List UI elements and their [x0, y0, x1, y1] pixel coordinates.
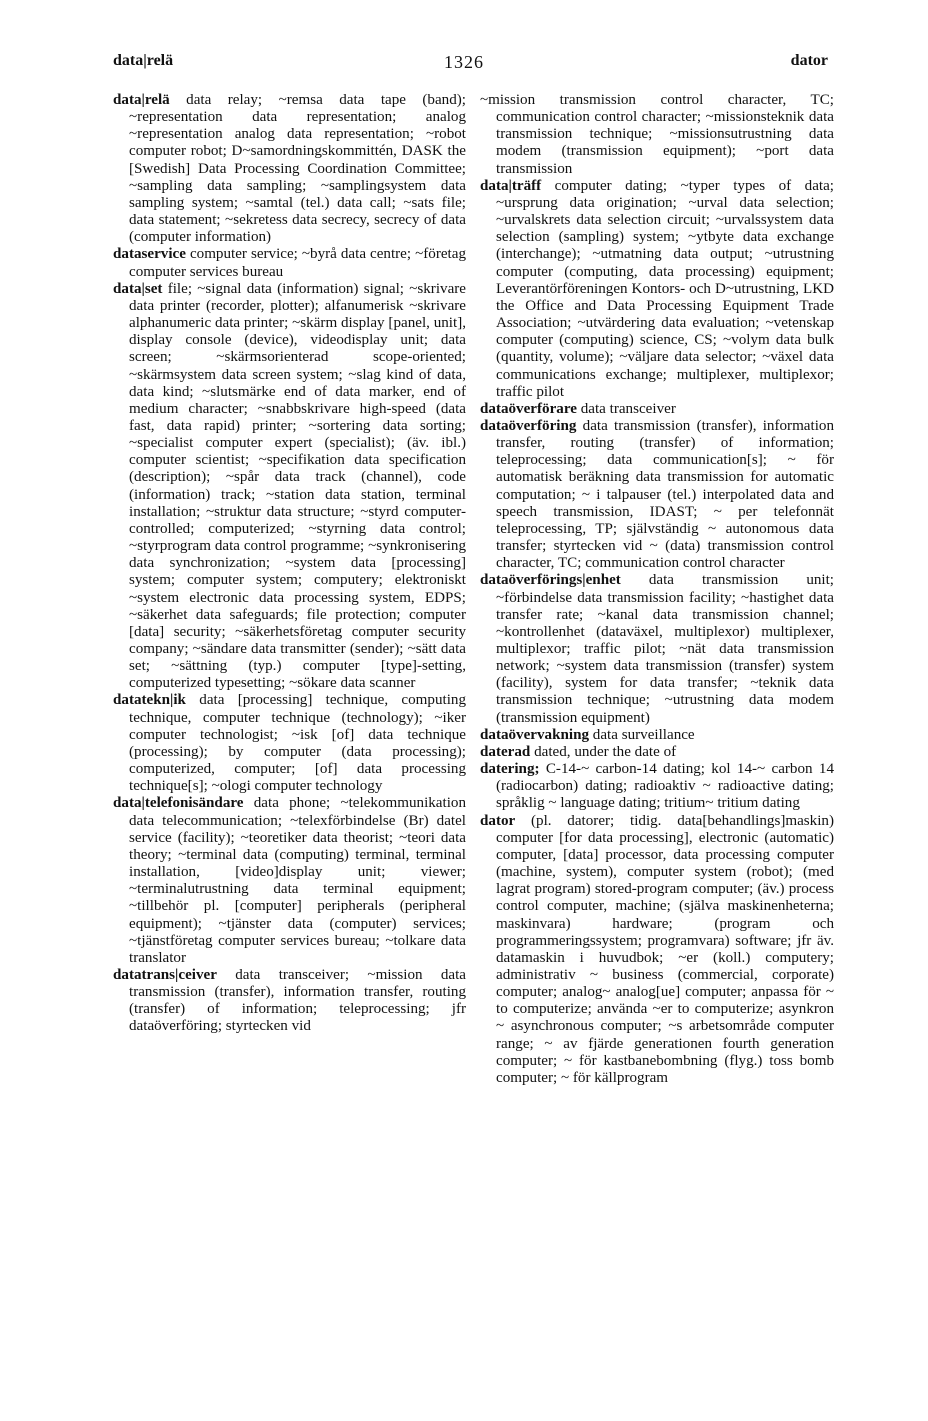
dictionary-entry	[113, 692, 466, 795]
headword: dataöverförare	[480, 400, 577, 417]
dictionary-entry	[480, 813, 834, 1088]
headword: dataövervakning	[480, 726, 590, 743]
entry-body: data [processing] technique, computing technique, computer technique (technology); ~iker computer technologist; ~isk [of] data technique (processing); by computer (data processing); computerized, computer; [of] data processing technique[s]; ~ologi computer technology	[129, 692, 466, 795]
entry-body: data transmission (transfer), information transfer, routing (transfer) of information; teleprocessing; data communication[s]; ~ för automatisk beräkning data transmission for automatic computation; ~ i talpauser (tel.) interpolated data and speech transmission, IDAST; ~ per telefonnät teleprocessing, TP; självständig ~ autonomous data transfer; styrtecken vid ~ (data) transmission control character, TC; communication control character	[496, 417, 834, 572]
dictionary-entry-continued	[480, 92, 834, 178]
dictionary-entry	[480, 572, 834, 726]
headword: data|set	[113, 280, 163, 297]
left-column	[113, 92, 466, 1036]
dictionary-entry	[480, 761, 834, 812]
running-head-left: data|relä	[113, 52, 174, 69]
entry-body: data transmission unit; ~förbindelse data transmission facility; ~hastighet data transfer rate; ~kanal data transmission channel; ~kontrollenhet (dataväxel, multiplexor) multiplexer, multiplexor; traffic pilot; ~nät data transmission network; ~system data transmission (transfer) system (facility), system for data transfer; ~teknik data transmission technique; ~utrustning data modem (transmission equipment)	[496, 572, 834, 726]
entry-body: data relay; ~remsa data tape (band); ~representation data representation; analog ~representation analog data representation; ~robot computer robot; D~samordningskommittén, DASK the [Swedish] Data Processing Coordination Committee; ~sampling data sampling; ~samplingsystem data sampling system; ~samtal (tel.) data call; ~sats file; data statement; ~sekretess data secrecy, secrecy of data (computer information)	[129, 92, 466, 246]
headword: datatrans|ceiver	[113, 966, 217, 983]
headword: datering;	[480, 761, 540, 778]
entry-body: computer service; ~byrå data centre; ~företag computer services bureau	[129, 246, 466, 280]
headword: dator	[480, 812, 516, 829]
dictionary-entry	[480, 401, 834, 418]
headword: data|telefonisändare	[113, 795, 244, 812]
headword: daterad	[480, 743, 531, 760]
entry-body: ~mission transmission control character, TC; communication control character; ~missionsteknik data transmission technique; ~missionsutrustning data modem (transmission equipment); ~port data transmission	[480, 92, 834, 177]
dictionary-entry	[113, 92, 466, 246]
headword: dataöverförings|enhet	[480, 572, 621, 589]
running-head-right: dator	[790, 52, 828, 69]
dictionary-entry	[480, 727, 834, 744]
entry-body: data transceiver	[576, 400, 676, 417]
entry-body: data transceiver; ~mission data transmission (transfer), information transfer, routing (transfer) of information; teleprocessing; jfr dataöverföring; styrtecken vid	[129, 966, 466, 1035]
entry-body: dated, under the date of	[530, 743, 677, 760]
dictionary-entry	[480, 178, 834, 401]
right-column	[480, 92, 834, 1087]
headword: data|träff	[480, 177, 542, 194]
headword: dataservice	[113, 246, 186, 263]
page-number: 1326	[444, 52, 484, 72]
entry-body: data surveillance	[589, 726, 695, 743]
headword: data|relä	[113, 92, 170, 108]
dictionary-entry	[113, 967, 466, 1036]
dictionary-entry	[113, 281, 466, 693]
entry-body: data phone; ~telekommunikation data telecommunication; ~telexförbindelse (Br) datel service (facility); ~teoretiker data theorist; ~teori data theory; ~terminal data (computing) terminal, terminal installation, [video]display unit; viewer; ~terminalutrustning data terminal equipment; ~tillbehör pl. [computer] peripherals (peripheral equipment); ~tjänster data (computer) services; ~tjänstföretag computer services bureau; ~tolkare data translator	[129, 795, 466, 966]
entry-body: (pl. datorer; tidig. data[behandlings]maskin) computer [for data processing], electronic (automatic) computer, [data] processor, data processing computer (machine, system), computer system (robot); (med lagrat program) stored-program computer; (äv.) process control computer, machine; (själva maskinenheterna; maskinvara) hardware; (program och programmeringssystem; programvara) software; jfr äv. datamaskin i huvudbok; ~er (koll.) computery; administrativ ~ business (commercial, corporate) computer; analog~ analog[ue] computer; anpassa för ~ to computerize; använda ~er to computerize; asynkron ~ asynchronous computer; ~s arbetsområde computer range; ~ av fjärde generationen fourth generation computer; ~ för kastbanebombning (flyg.) toss bomb computer; ~ för källprogram	[496, 812, 834, 1086]
dictionary-entry	[113, 795, 466, 967]
entry-body: computer dating; ~typer types of data; ~ursprung data origination; ~urval data selection; ~urvalskrets data selection circuit; ~urvalssystem data selection (sampling) system; ~ytbyte data exchange (interchange); ~utmatning data output; ~utrustning computer (computing, data processing) equipment; Leverantörföreningen Kontors- och D~utrustning, LKD the Office and Data Processing Equipment Trade Association; ~utvärdering data evaluation; ~vetenskap computer (computing) science, CS; ~volym data bulk (quantity, volume); ~väljare data selector; ~växel data communications exchange; multiplexer, multiplexor; traffic pilot	[496, 177, 834, 400]
entry-body: file; ~signal data (information) signal; ~skrivare data printer (recorder, plotter); alfanumerisk ~skrivare alphanumeric data printer; ~skärm display [panel, unit], display console (device), videodisplay unit; data screen; ~skärmsorienterad scope-oriented; ~skärmsystem data screen system; ~slag kind of data, data kind; ~slutsmärke end of data marker, end of medium character; ~snabbskrivare high-speed (data fast, data rapid) printer; ~sortering data sorting; ~specialist computer expert (specialist); (äv. ibl.) computer scientist; ~specifikation data specification (description); ~spår data track (channel), code (information) track; ~station data station, terminal installation; ~struktur data structure; ~styrd computer-controlled; computerized; ~styrning data control; ~styrprogram data control programme; ~synkronisering data synchronization; ~system data [processing] system; computer system; computery; elektroniskt ~system electronic data processing system, EDPS; ~säkerhet data safeguards; file protection; computer [data] security; ~säkerhetsföretag computer security company; ~sändare data transmitter (sender); ~sätt data set; ~sättning (typ.) computer [type]-setting, computerized typesetting; ~sökare data scanner	[129, 280, 466, 692]
dictionary-entry	[113, 246, 466, 280]
headword: datatekn|ik	[113, 692, 186, 709]
dictionary-entry	[480, 744, 834, 761]
headword: dataöverföring	[480, 417, 577, 434]
dictionary-entry	[480, 418, 834, 572]
entry-body: C-14-~ carbon-14 dating; kol 14-~ carbon 14 (radiocarbon) dating; radioaktiv ~ radioactive dating; språklig ~ language dating; tritium~ tritium dating	[496, 761, 834, 812]
